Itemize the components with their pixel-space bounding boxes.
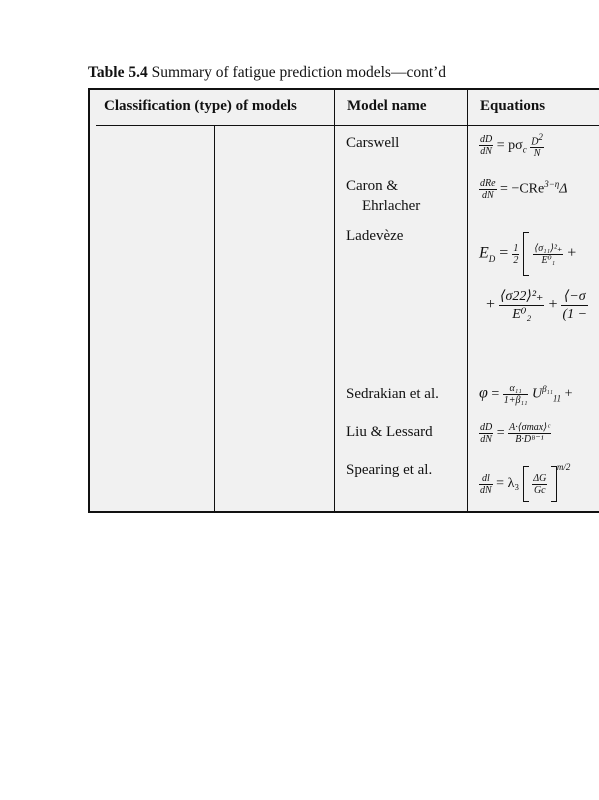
equation-sedrakian: φ = $\frac{\text{α₁₁}}{\text{1+β₁₁}}$ $U^{\beta_{11}}_{11}$ + [479, 383, 573, 406]
header-classification: Classification (type) of models [104, 98, 297, 114]
table-caption [88, 64, 446, 82]
left-bracket-icon [523, 466, 529, 502]
equation-caron: $\frac{\text{dRe}}{dN}$ = −CRe$^{3-\eta}$Δ [480, 178, 568, 201]
model-caron-line2: Ehrlacher [362, 198, 421, 214]
table [88, 88, 599, 513]
header-model-name: Model name [347, 98, 427, 114]
equation-ladeveze-line1: $E_D$ = $\frac{1}{2}$ $\frac{\text{⟨σ₁₁⟩²₊}}{\text{E⁰₁}}$ + [479, 232, 576, 276]
table-title: Summary of fatigue prediction models—cont’d [151, 64, 447, 81]
equation-liu-lessard: $\frac{dD}{dN}$ = $\frac{\text{A·⟨σmax⟩ᶜ}}{\text{B·Dᴮ⁻¹}}$ [480, 422, 550, 445]
column-divider-1 [214, 125, 215, 511]
equation-ladeveze-line2: + $\frac{\text{⟨σ22⟩²₊}}{\text{E⁰₂}}$ + $\frac{⟨-\sigma}{(1 -}$ [486, 289, 588, 322]
equation-carswell: $\frac{dD}{dN}$ = $p\sigma_c$ $\frac{D^2}{N}$ [480, 132, 543, 160]
equation-spearing: $\frac{dl}{dN}$ = λ₃ $\frac{\Delta G}{Gc}$ $^{m/2}$ [479, 466, 570, 502]
right-bracket-icon [551, 466, 557, 502]
column-divider-3 [467, 90, 468, 511]
model-liu-lessard: Liu & Lessard [346, 424, 433, 440]
model-caron-line1: Caron & [346, 178, 399, 194]
model-carswell: Carswell [346, 135, 400, 151]
header-equations: Equations [480, 98, 546, 114]
table-number: Table 5.4 [88, 64, 148, 81]
model-spearing: Spearing et al. [346, 462, 433, 478]
header-rule [96, 125, 599, 126]
model-sedrakian: Sedrakian et al. [346, 386, 439, 402]
model-ladeveze: Ladevèze [346, 228, 404, 244]
left-bracket-icon [523, 232, 529, 276]
column-divider-2 [334, 90, 335, 511]
